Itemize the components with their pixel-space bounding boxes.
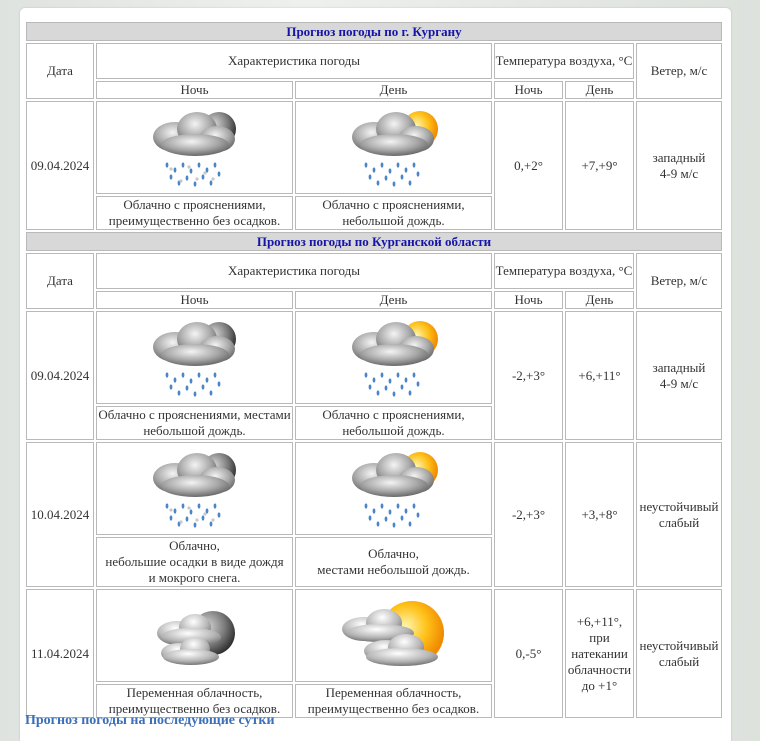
region-temp-day: +6,+11° <box>565 311 634 440</box>
region-day-description: Переменная облачность, преимущественно без осадков. <box>295 684 492 718</box>
city-night-icon-cell <box>96 101 293 194</box>
region-header-temp-night: Ночь <box>494 291 563 309</box>
temp-line: при <box>589 629 610 645</box>
cloud-moon-rain-icon <box>145 317 245 399</box>
region-day-description: Облачно с прояснениями, небольшой дождь. <box>295 406 492 440</box>
region-row-date: 11.04.2024 <box>26 589 94 718</box>
region-row-date: 09.04.2024 <box>26 311 94 440</box>
region-night-description: Переменная облачность, преимущественно без осадков. <box>96 684 293 718</box>
region-header-night: Ночь <box>96 291 293 309</box>
region-temp-night: 0,-5° <box>494 589 563 718</box>
region-wind <box>636 311 722 440</box>
city-day-icon-cell <box>295 101 492 194</box>
cloud-sun-rain-icon <box>344 107 444 189</box>
region-night-icon-cell <box>96 442 293 535</box>
region-wind <box>636 442 722 587</box>
city-wind-direction: западный <box>652 149 706 165</box>
region-wind-direction: западный <box>652 359 706 375</box>
desc-line: небольшие осадки в виде дождя <box>105 554 284 569</box>
forecast-panel <box>20 8 731 741</box>
city-header-temperature: Температура воздуха, °С <box>494 43 634 79</box>
temp-line: облачности <box>567 661 632 677</box>
temp-line: +6,+11°, <box>576 613 623 629</box>
region-header-day: День <box>295 291 492 309</box>
city-header-temp-day: День <box>565 81 634 99</box>
region-day-icon-cell <box>295 442 492 535</box>
region-day-description <box>295 537 492 587</box>
next-days-forecast-link[interactable]: Прогноз погоды на последующие сутки <box>25 713 275 728</box>
region-day-icon-cell <box>295 589 492 682</box>
region-header-date: Дата <box>26 253 94 309</box>
cloud-moon-icon <box>145 595 245 677</box>
region-wind-speed: слабый <box>658 514 700 530</box>
city-header-wind: Ветер, м/с <box>636 43 722 99</box>
city-wind <box>636 101 722 230</box>
region-section-title: Прогноз погоды по Курганской области <box>26 232 722 251</box>
region-night-description: Облачно с прояснениями, местами небольшой дождь. <box>96 406 293 440</box>
cloud-sun-rain-icon <box>344 317 444 399</box>
temp-line: до +1° <box>581 677 618 693</box>
desc-line: и мокрого снега. <box>148 570 241 585</box>
city-header-character: Характеристика погоды <box>96 43 492 79</box>
city-header-night: Ночь <box>96 81 293 99</box>
forecast-table <box>24 20 724 720</box>
region-temp-night: -2,+3° <box>494 311 563 440</box>
region-night-icon-cell <box>96 589 293 682</box>
region-temp-day: +3,+8° <box>565 442 634 587</box>
city-day-description: Облачно с прояснениями, небольшой дождь. <box>295 196 492 230</box>
cloud-sun-rain-icon <box>344 448 444 530</box>
region-header-temperature: Температура воздуха, °С <box>494 253 634 289</box>
region-night-description <box>96 537 293 587</box>
temp-line: натекании <box>571 645 628 661</box>
region-wind-speed: слабый <box>658 653 700 669</box>
city-wind-speed: 4-9 м/с <box>659 165 699 181</box>
region-wind-direction: неустойчивый <box>639 637 719 653</box>
city-temp-day: +7,+9° <box>565 101 634 230</box>
cloud-moon-rain-snow-icon <box>145 448 245 530</box>
city-night-description: Облачно с прояснениями, преимущественно без осадков. <box>96 196 293 230</box>
desc-line: Облачно, <box>368 546 419 561</box>
city-header-date: Дата <box>26 43 94 99</box>
desc-line: Облачно, <box>169 538 220 553</box>
city-row-date: 09.04.2024 <box>26 101 94 230</box>
region-day-icon-cell <box>295 311 492 404</box>
city-temp-night: 0,+2° <box>494 101 563 230</box>
city-section-title: Прогноз погоды по г. Кургану <box>26 22 722 41</box>
desc-line: местами небольшой дождь. <box>317 562 470 577</box>
region-wind <box>636 589 722 718</box>
region-wind-speed: 4-9 м/с <box>659 375 699 391</box>
region-wind-direction: неустойчивый <box>639 498 719 514</box>
sun-cloud-icon <box>334 593 454 679</box>
region-night-icon-cell <box>96 311 293 404</box>
region-header-temp-day: День <box>565 291 634 309</box>
region-temp-night: -2,+3° <box>494 442 563 587</box>
region-temp-day <box>565 589 634 718</box>
city-header-temp-night: Ночь <box>494 81 563 99</box>
cloud-moon-rain-snow-icon <box>145 107 245 189</box>
region-row-date: 10.04.2024 <box>26 442 94 587</box>
region-header-character: Характеристика погоды <box>96 253 492 289</box>
city-header-day: День <box>295 81 492 99</box>
region-header-wind: Ветер, м/с <box>636 253 722 309</box>
